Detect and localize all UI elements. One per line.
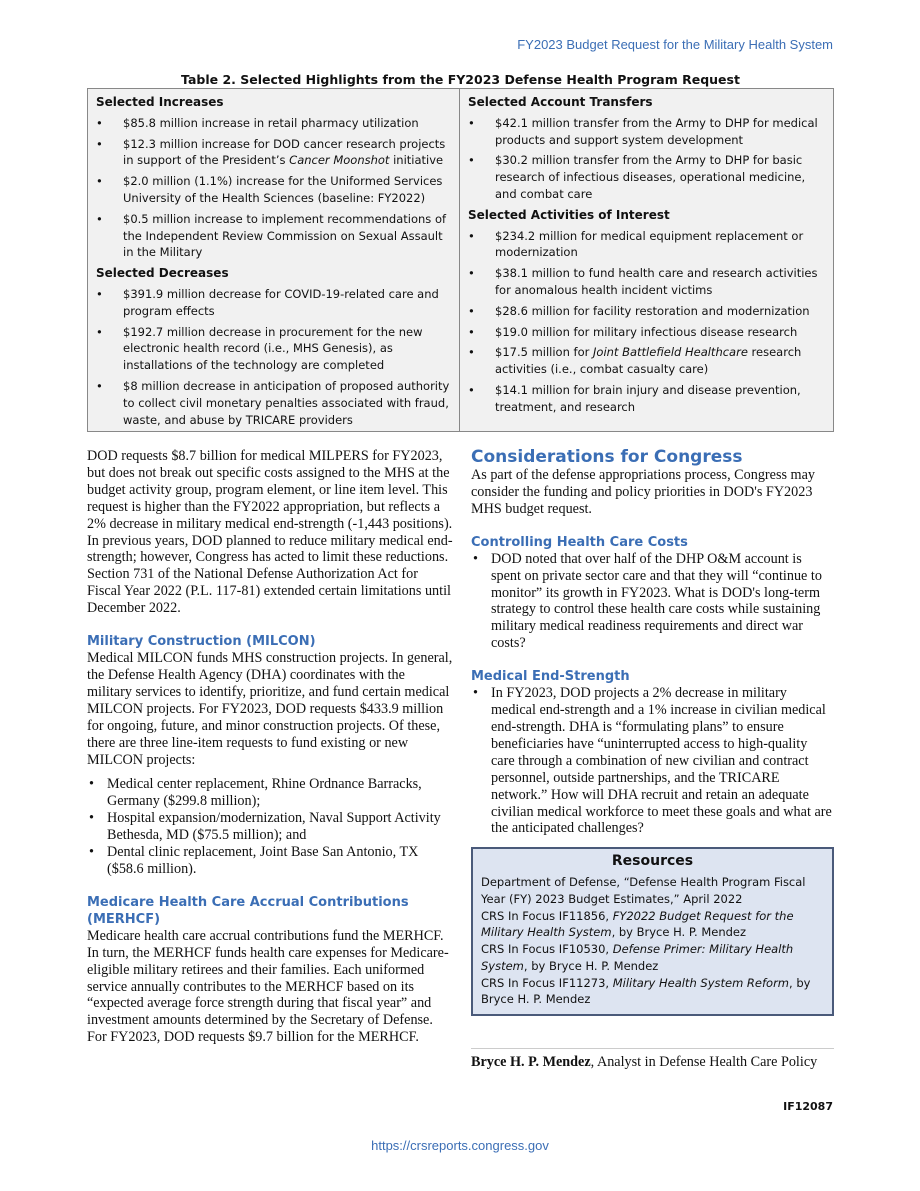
table-title: Table 2. Selected Highlights from the FY2023 Defense Health Program Request: [181, 72, 740, 87]
transfers-list: [468, 115, 825, 203]
decreases-list: [96, 286, 451, 428]
costs-heading: Controlling Health Care Costs: [471, 534, 688, 550]
list-item: • $17.5 million for Joint Battlefield Healthcare research activities (i.e., combat casualty care): [468, 345, 802, 377]
list-item: • $85.8 million increase in retail pharmacy utilization: [96, 115, 419, 130]
increases-heading: Selected Increases: [96, 95, 224, 109]
milcon-heading: Military Construction (MILCON): [87, 634, 316, 650]
transfers-heading: Selected Account Transfers: [468, 95, 653, 109]
activities-heading: Selected Activities of Interest: [468, 207, 670, 222]
left-text-column: [87, 448, 453, 1062]
list-item: • $0.5 million increase to implement recommendations of the Independent Review Commission on Sexual Assault in the Military: [96, 211, 447, 260]
increases-list: [96, 115, 451, 261]
list-item: • $19.0 million for military infectious disease research: [468, 324, 798, 339]
considerations-heading: Considerations for Congress: [471, 447, 743, 467]
list-item: • $30.2 million transfer from the Army to DHP for basic research of infectious diseases, operational medicine, and combat care: [468, 153, 806, 201]
list-item: • Dental clinic replacement, Joint Base San Antonio, TX ($58.6 million).: [89, 844, 419, 877]
right-text-column: [471, 448, 834, 1016]
list-item: • Hospital expansion/modernization, Naval Support Activity Bethesda, MD ($75.5 million); and: [89, 810, 441, 844]
activities-list: [468, 228, 825, 416]
author-name: Bryce H. P. Mendez: [471, 1054, 591, 1070]
resources-title: Resources: [611, 853, 694, 870]
list-item: • $28.6 million for facility restoration and modernization: [468, 303, 810, 318]
milcon-paragraph: Medical MILCON funds MHS construction projects. In general, the Defense Health Agency (DHA) coordinates with the military services to identify, prioritize, and fund certain medical MILCON projects. For FY2023, DOD requests $433.9 million for ongoing, future, and minor construction projects. Of these, there are three line-item requests to fund existing or new MILCON projects:: [87, 650, 453, 768]
resource-item: CRS In Focus IF11273, Military Health System Reform, by Bryce H. P. Mendez: [481, 975, 811, 1007]
running-header: FY2023 Budget Request for the Military Health System: [517, 37, 833, 52]
list-item: • $2.0 million (1.1%) increase for the Uniformed Services University of the Health Sciences (baseline: FY2022): [96, 174, 443, 205]
considerations-paragraph: As part of the defense appropriations process, Congress may consider the funding and policy priorities in DOD's FY2023 MHS budget request.: [471, 467, 815, 517]
milcon-list: [87, 776, 453, 877]
list-item: • Medical center replacement, Rhine Ordnance Barracks, Germany ($299.8 million);: [89, 776, 422, 810]
list-item: • $38.1 million to fund health care and research activities for anomalous health incident victims: [468, 266, 818, 297]
endstrength-heading: Medical End-Strength: [471, 669, 630, 685]
table-left-column: [88, 89, 460, 431]
decreases-heading: Selected Decreases: [96, 266, 229, 281]
costs-list: [471, 551, 834, 652]
author-line: [471, 1048, 834, 1071]
highlights-table: [87, 88, 834, 432]
list-item: • $234.2 million for medical equipment replacement or modernization: [468, 228, 804, 260]
list-item: • $8 million decrease in anticipation of proposed authority to collect civil monetary penalties associated with fraud, waste, and abuse by TRICARE providers: [96, 378, 450, 427]
list-item: • $391.9 million decrease for COVID-19-related care and program effects: [96, 286, 439, 318]
document-id: IF12087: [783, 1100, 833, 1113]
list-item: • $192.7 million decrease in procurement for the new electronic health record (i.e., MHS Genesis), as installations of the technology are completed: [96, 324, 423, 373]
footer-url[interactable]: https://crsreports.congress.gov: [371, 1138, 549, 1153]
list-item: • DOD noted that over half of the DHP O&M account is spent on private sector care and that they will “continue to monitor” its growth in FY2023. What is DOD's long-term strategy to control these health care costs while sustaining military medical readiness requirements and direct war costs?: [473, 550, 822, 652]
resources-box: [471, 847, 834, 1016]
list-item: • $12.3 million increase for DOD cancer research projects in support of the President’s Cancer Moonshot initiative: [96, 136, 446, 168]
resource-item: CRS In Focus IF10530, Defense Primer: Military Health System, by Bryce H. P. Mendez: [481, 942, 794, 973]
list-item: • $42.1 million transfer from the Army to DHP for medical products and support system development: [468, 115, 818, 147]
merhcf-paragraph: Medicare health care accrual contributions fund the MERHCF. In turn, the MERHCF funds health care expenses for Medicare-eligible military retirees and their families. Each uniformed service annually contributes to the MERHCF based on its “expected average force strength during that fiscal year” and investment amounts determined by the Secretary of Defense. For FY2023, DOD requests $9.7 billion for the MERHCF.: [87, 927, 449, 1046]
merhcf-heading: Medicare Health Care Accrual Contributions (MERHCF): [87, 894, 409, 927]
table-right-column: [460, 89, 833, 431]
milpers-paragraph: DOD requests $8.7 billion for medical MILPERS for FY2023, but does not break out specific costs assigned to the MHS at the budget activity group, program element, or line item level. This request is higher than the FY2022 appropriation, but reflects a 2% decrease in military medical end-strength (-1,443 positions). In previous years, DOD planned to reduce military medical end-strength; however, Congress has acted to limit these reductions. Section 731 of the National Defense Authorization Act for Fiscal Year 2022 (P.L. 117-81) extended certain limitations until December 2022.: [87, 448, 453, 617]
author-role: , Analyst in Defense Health Care Policy: [590, 1054, 818, 1070]
endstrength-list: [471, 685, 834, 837]
list-item: • $14.1 million for brain injury and disease prevention, treatment, and research: [468, 382, 801, 414]
list-item: • In FY2023, DOD projects a 2% decrease in military medical end-strength and a 1% increase in civilian medical end-strength. DHA is “formulating plans” to ensure beneficiaries have “uninterrupted access to high-quality care through a combination of new civilian and contract personnel, outside partnerships, and the TRICARE network.” How will DHA recruit and retain an adequate civilian medical workforce to meet these goals and what are the anticipated challenges?: [473, 685, 832, 837]
resource-item: CRS In Focus IF11856, FY2022 Budget Request for the Military Health System, by Bryce H. P. Mendez: [481, 908, 794, 940]
resource-item: Department of Defense, “Defense Health Program Fiscal Year (FY) 2023 Budget Estimates,” April 2022: [481, 875, 806, 907]
